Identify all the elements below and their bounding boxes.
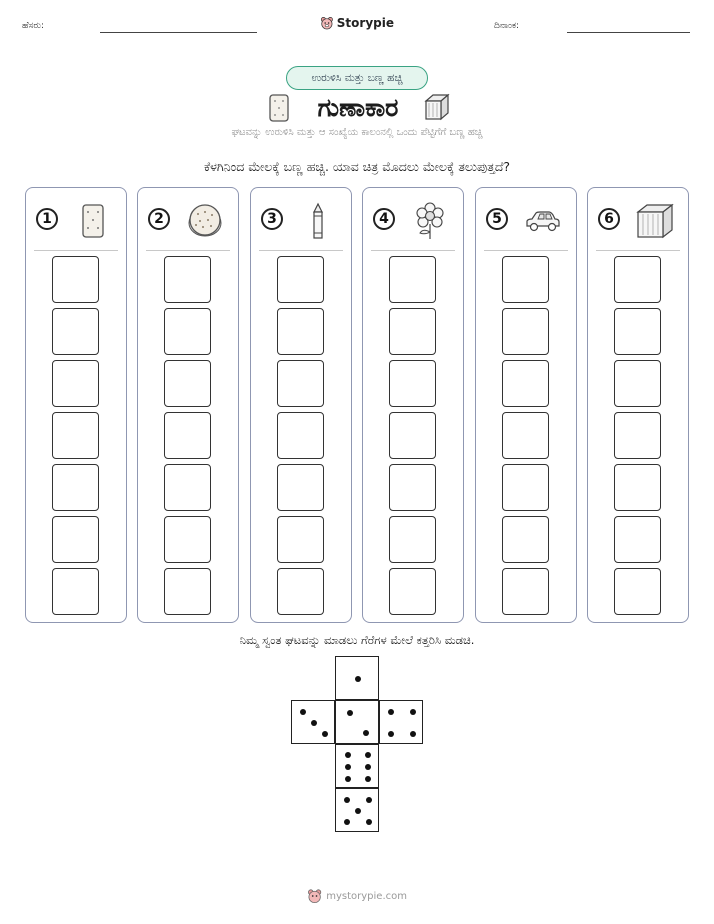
color-box[interactable] — [277, 464, 324, 511]
color-box[interactable] — [389, 464, 436, 511]
column-divider — [596, 250, 680, 251]
subtitle: ಘಟವನ್ನು ಉರುಳಿಸಿ ಮತ್ತು ಆ ಸಂಖ್ಯೆಯ ಕಾಲಂನಲ್ಲಿ ಒಂದು ಪೆಟ್ಟಿಗೆಗೆ ಬಣ್ಣ ಹಚ್ಚಿ — [231, 127, 483, 138]
color-box[interactable] — [52, 256, 99, 303]
cracker-icon — [74, 202, 112, 240]
brand-name: Storypie — [336, 16, 394, 30]
die-face-6 — [335, 744, 379, 788]
color-box[interactable] — [164, 412, 211, 459]
color-box[interactable] — [502, 516, 549, 563]
date-label: ದಿನಾಂಕ: — [494, 21, 520, 31]
color-box[interactable] — [164, 516, 211, 563]
column-number: 5 — [486, 208, 508, 230]
color-box[interactable] — [164, 308, 211, 355]
color-box[interactable] — [614, 308, 661, 355]
color-box[interactable] — [502, 308, 549, 355]
question-text: ಕೆಳಗಿನಿಂದ ಮೇಲಕ್ಕೆ ಬಣ್ಣ ಹಚ್ಚಿ. ಯಾವ ಚಿತ್ರ ಮೊದಲು ಮೇಲಕ್ಕೆ ತಲುಪುತ್ತದೆ? — [203, 159, 511, 174]
color-box[interactable] — [614, 568, 661, 615]
column-number: 3 — [261, 208, 283, 230]
color-box[interactable] — [389, 308, 436, 355]
cookie-icon — [186, 202, 224, 240]
color-box[interactable] — [614, 516, 661, 563]
column-header — [251, 188, 351, 250]
color-box[interactable] — [614, 256, 661, 303]
color-box[interactable] — [502, 412, 549, 459]
die-pip — [410, 731, 416, 737]
crayon-icon — [299, 202, 337, 240]
color-box[interactable] — [164, 464, 211, 511]
page-title: ಗುಣಾಕಾರ — [317, 93, 399, 122]
car-icon — [524, 202, 562, 240]
color-box[interactable] — [389, 412, 436, 459]
die-pip — [388, 709, 394, 715]
color-box[interactable] — [614, 412, 661, 459]
die-face-5 — [335, 788, 379, 832]
die-face-center — [335, 700, 379, 744]
color-box[interactable] — [502, 256, 549, 303]
column-divider — [259, 250, 343, 251]
column-number: 2 — [148, 208, 170, 230]
die-pip — [322, 731, 328, 737]
die-pip — [355, 808, 361, 814]
activity-badge: ಉರುಳಿಸಿ ಮತ್ತು ಬಣ್ಣ ಹಚ್ಚಿ — [286, 66, 428, 90]
die-pip — [355, 676, 361, 682]
cracker-icon — [268, 93, 290, 123]
column-6 — [587, 187, 689, 623]
die-pip — [366, 819, 372, 825]
bear-icon — [307, 888, 322, 904]
die-face-4 — [379, 700, 423, 744]
color-box[interactable] — [502, 360, 549, 407]
color-box[interactable] — [164, 256, 211, 303]
die-pip — [311, 720, 317, 726]
color-box[interactable] — [389, 516, 436, 563]
color-box[interactable] — [389, 360, 436, 407]
column-divider — [371, 250, 455, 251]
color-box[interactable] — [277, 308, 324, 355]
die-pip — [366, 797, 372, 803]
column-2 — [137, 187, 239, 623]
color-box[interactable] — [52, 412, 99, 459]
die-pip — [347, 710, 353, 716]
column-divider — [484, 250, 568, 251]
die-pip — [345, 752, 351, 758]
wooden-block-icon — [636, 202, 674, 240]
column-header — [476, 188, 576, 250]
column-header — [138, 188, 238, 250]
color-box[interactable] — [614, 464, 661, 511]
die-pip — [365, 776, 371, 782]
color-box[interactable] — [277, 516, 324, 563]
column-header — [588, 188, 688, 250]
column-3 — [250, 187, 352, 623]
die-pip — [410, 709, 416, 715]
color-box[interactable] — [164, 360, 211, 407]
column-number: 1 — [36, 208, 58, 230]
color-box[interactable] — [277, 412, 324, 459]
column-5 — [475, 187, 577, 623]
column-number: 4 — [373, 208, 395, 230]
column-header — [363, 188, 463, 250]
bear-icon — [320, 15, 334, 31]
die-pip — [300, 709, 306, 715]
date-line[interactable] — [567, 32, 690, 33]
die-pip — [388, 731, 394, 737]
column-4 — [362, 187, 464, 623]
wooden-block-icon — [424, 93, 450, 121]
color-box[interactable] — [277, 360, 324, 407]
die-pip — [344, 797, 350, 803]
color-box[interactable] — [614, 360, 661, 407]
color-box[interactable] — [502, 568, 549, 615]
die-pip — [363, 730, 369, 736]
color-box[interactable] — [164, 568, 211, 615]
column-divider — [34, 250, 118, 251]
color-box[interactable] — [277, 568, 324, 615]
column-number: 6 — [598, 208, 620, 230]
name-label: ಹೆಸರು: — [22, 21, 45, 31]
die-pip — [345, 764, 351, 770]
die-pip — [345, 776, 351, 782]
die-face-1 — [335, 656, 379, 700]
die-pip — [344, 819, 350, 825]
column-header — [26, 188, 126, 250]
die-face-3 — [291, 700, 335, 744]
color-box[interactable] — [52, 516, 99, 563]
column-1 — [25, 187, 127, 623]
color-box[interactable] — [52, 568, 99, 615]
color-box[interactable] — [52, 308, 99, 355]
color-box[interactable] — [277, 256, 324, 303]
color-box[interactable] — [389, 256, 436, 303]
cut-instruction: ನಿಮ್ಮ ಸ್ವಂತ ಘಟವನ್ನು ಮಾಡಲು ಗೆರೆಗಳ ಮೇಲೆ ಕತ್ತರಿಸಿ ಮಡಚಿ. — [239, 633, 475, 647]
color-box[interactable] — [502, 464, 549, 511]
brand-logo — [320, 12, 394, 34]
color-box[interactable] — [389, 568, 436, 615]
color-box[interactable] — [52, 464, 99, 511]
footer-url: mystorypie.com — [326, 890, 407, 902]
footer-brand — [307, 886, 407, 906]
name-line[interactable] — [100, 32, 257, 33]
die-pip — [365, 752, 371, 758]
color-box[interactable] — [52, 360, 99, 407]
die-pip — [365, 764, 371, 770]
column-divider — [146, 250, 230, 251]
flower-icon — [411, 202, 449, 240]
